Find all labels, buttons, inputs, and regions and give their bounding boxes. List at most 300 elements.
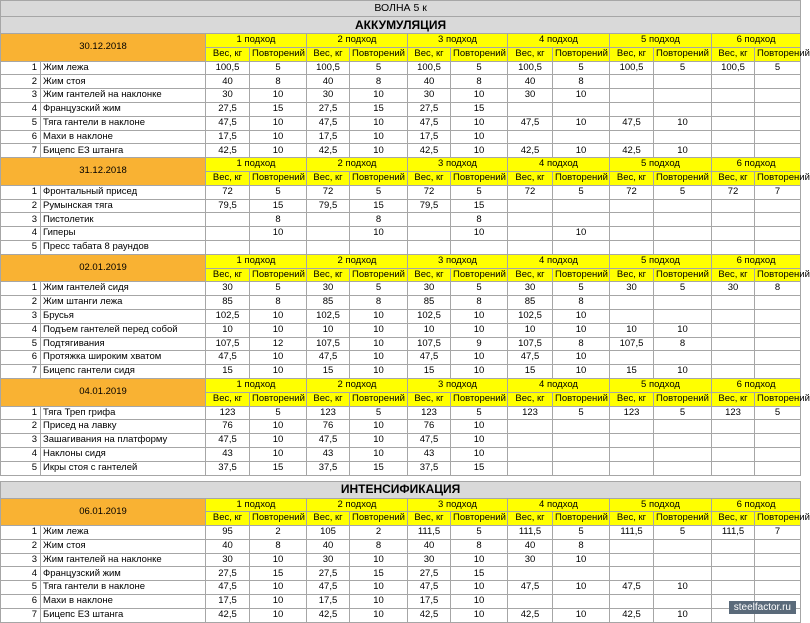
weight-cell — [610, 296, 654, 310]
sheet-title: ВОЛНА 5 к — [1, 1, 801, 17]
reps-cell — [654, 553, 712, 567]
reps-cell — [755, 199, 801, 213]
reps-cell: 15 — [451, 461, 508, 475]
reps-cell: 2 — [250, 526, 307, 540]
reps-cell: 15 — [250, 199, 307, 213]
reps-header: Повторений — [350, 268, 408, 282]
weight-header: Вес, кг — [610, 171, 654, 185]
reps-cell: 5 — [755, 61, 801, 75]
weight-cell — [712, 351, 755, 365]
weight-cell: 27,5 — [307, 567, 350, 581]
reps-cell: 10 — [250, 581, 307, 595]
session-date: 06.01.2019 — [1, 498, 206, 526]
weight-cell: 107,5 — [610, 337, 654, 351]
reps-cell: 10 — [350, 130, 408, 144]
exercise-row — [1, 199, 801, 213]
reps-cell: 10 — [451, 595, 508, 609]
reps-cell — [654, 595, 712, 609]
weight-cell: 105 — [307, 526, 350, 540]
section-row — [1, 481, 801, 498]
reps-cell: 10 — [350, 608, 408, 622]
set-header: 6 подход — [712, 158, 801, 172]
reps-cell: 10 — [654, 116, 712, 130]
reps-cell: 8 — [451, 75, 508, 89]
reps-cell: 10 — [350, 447, 408, 461]
reps-cell: 10 — [250, 365, 307, 379]
weight-cell: 47,5 — [206, 351, 250, 365]
exercise-name: Пистолетик — [41, 213, 206, 227]
weight-cell: 43 — [307, 447, 350, 461]
exercise-number: 6 — [1, 351, 41, 365]
reps-cell: 12 — [250, 337, 307, 351]
reps-cell — [755, 227, 801, 241]
exercise-number: 4 — [1, 323, 41, 337]
reps-cell: 10 — [451, 608, 508, 622]
reps-header: Повторений — [451, 47, 508, 61]
reps-cell: 10 — [451, 323, 508, 337]
exercise-row — [1, 116, 801, 130]
reps-cell: 10 — [250, 595, 307, 609]
exercise-name: Подъем гантелей перед собой — [41, 323, 206, 337]
set-header: 3 подход — [408, 158, 508, 172]
reps-header: Повторений — [250, 392, 307, 406]
reps-cell: 10 — [654, 608, 712, 622]
reps-header: Повторений — [654, 47, 712, 61]
weight-cell — [508, 420, 553, 434]
reps-cell — [755, 213, 801, 227]
weight-cell: 30 — [508, 89, 553, 103]
exercise-name: Брусья — [41, 309, 206, 323]
reps-cell: 10 — [451, 447, 508, 461]
exercise-row — [1, 608, 801, 622]
weight-header: Вес, кг — [508, 268, 553, 282]
weight-cell — [610, 567, 654, 581]
exercise-name: Румынская тяга — [41, 199, 206, 213]
weight-header: Вес, кг — [408, 512, 451, 526]
reps-cell: 8 — [350, 75, 408, 89]
set-header: 4 подход — [508, 254, 610, 268]
weight-cell: 47,5 — [206, 581, 250, 595]
exercise-name: Протяжка широким хватом — [41, 351, 206, 365]
reps-cell: 5 — [553, 61, 610, 75]
exercise-row — [1, 240, 801, 254]
reps-cell: 8 — [553, 539, 610, 553]
weight-header: Вес, кг — [610, 392, 654, 406]
session-date: 02.01.2019 — [1, 254, 206, 282]
reps-cell — [755, 296, 801, 310]
reps-cell: 8 — [250, 539, 307, 553]
set-header: 5 подход — [610, 378, 712, 392]
weight-cell: 30 — [610, 282, 654, 296]
reps-cell: 5 — [451, 185, 508, 199]
reps-cell — [755, 89, 801, 103]
reps-cell: 10 — [350, 351, 408, 365]
reps-cell: 5 — [553, 406, 610, 420]
weight-cell: 79,5 — [307, 199, 350, 213]
exercise-name: Жим гантелей на наклонке — [41, 553, 206, 567]
reps-cell: 5 — [654, 185, 712, 199]
exercise-row — [1, 595, 801, 609]
reps-header: Повторений — [250, 268, 307, 282]
weight-cell: 123 — [508, 406, 553, 420]
reps-cell: 5 — [451, 282, 508, 296]
set-header: 3 подход — [408, 254, 508, 268]
weight-cell — [307, 227, 350, 241]
reps-cell: 10 — [451, 89, 508, 103]
reps-cell — [553, 102, 610, 116]
reps-cell: 10 — [350, 116, 408, 130]
reps-header: Повторений — [654, 512, 712, 526]
reps-cell: 10 — [250, 434, 307, 448]
weight-cell: 111,5 — [610, 526, 654, 540]
session-date: 31.12.2018 — [1, 158, 206, 186]
reps-cell: 10 — [654, 365, 712, 379]
reps-cell: 15 — [250, 102, 307, 116]
weight-cell: 100,5 — [712, 61, 755, 75]
set-header: 5 подход — [610, 158, 712, 172]
weight-header: Вес, кг — [206, 47, 250, 61]
weight-cell: 27,5 — [408, 567, 451, 581]
reps-cell: 10 — [451, 309, 508, 323]
exercise-name: Тяга гантели в наклоне — [41, 116, 206, 130]
reps-cell — [654, 89, 712, 103]
reps-cell: 10 — [350, 89, 408, 103]
reps-cell — [654, 539, 712, 553]
set-header: 6 подход — [712, 378, 801, 392]
reps-cell — [755, 447, 801, 461]
weight-cell — [712, 553, 755, 567]
exercise-row — [1, 309, 801, 323]
reps-cell: 10 — [451, 365, 508, 379]
reps-cell: 8 — [250, 75, 307, 89]
reps-cell — [755, 309, 801, 323]
reps-cell: 10 — [451, 581, 508, 595]
exercise-number: 2 — [1, 296, 41, 310]
exercise-number: 3 — [1, 309, 41, 323]
weight-cell: 30 — [508, 553, 553, 567]
set-header: 6 подход — [712, 254, 801, 268]
weight-cell: 47,5 — [307, 116, 350, 130]
exercise-name: Фронтальный присед — [41, 185, 206, 199]
exercise-row — [1, 337, 801, 351]
reps-cell — [553, 447, 610, 461]
exercise-number: 7 — [1, 365, 41, 379]
reps-cell: 10 — [250, 420, 307, 434]
reps-cell — [553, 567, 610, 581]
reps-cell: 5 — [350, 61, 408, 75]
reps-cell — [553, 240, 610, 254]
reps-cell — [755, 116, 801, 130]
weight-cell: 95 — [206, 526, 250, 540]
reps-cell: 8 — [250, 213, 307, 227]
weight-header: Вес, кг — [307, 47, 350, 61]
weight-cell: 72 — [610, 185, 654, 199]
reps-cell — [553, 420, 610, 434]
reps-cell — [755, 461, 801, 475]
weight-cell — [610, 130, 654, 144]
reps-cell: 15 — [350, 567, 408, 581]
reps-cell — [755, 75, 801, 89]
weight-cell: 42,5 — [508, 144, 553, 158]
reps-cell: 10 — [250, 227, 307, 241]
reps-cell — [654, 434, 712, 448]
reps-cell: 10 — [250, 351, 307, 365]
exercise-name: Жим штанги лежа — [41, 296, 206, 310]
reps-cell — [654, 213, 712, 227]
weight-cell: 79,5 — [408, 199, 451, 213]
reps-cell: 10 — [350, 144, 408, 158]
set-header: 4 подход — [508, 158, 610, 172]
weight-header: Вес, кг — [712, 171, 755, 185]
exercise-number: 4 — [1, 567, 41, 581]
weight-cell: 102,5 — [307, 309, 350, 323]
weight-cell — [712, 296, 755, 310]
weight-cell: 10 — [408, 323, 451, 337]
exercise-row — [1, 282, 801, 296]
set-header-row — [1, 34, 801, 48]
exercise-name: Присед на лавку — [41, 420, 206, 434]
reps-cell — [755, 130, 801, 144]
weight-header: Вес, кг — [408, 392, 451, 406]
reps-cell: 5 — [654, 282, 712, 296]
weight-header: Вес, кг — [508, 392, 553, 406]
weight-cell: 47,5 — [508, 351, 553, 365]
set-header: 3 подход — [408, 378, 508, 392]
reps-cell — [755, 337, 801, 351]
set-header: 3 подход — [408, 498, 508, 512]
reps-cell: 8 — [250, 296, 307, 310]
reps-cell: 5 — [654, 406, 712, 420]
reps-cell: 10 — [350, 365, 408, 379]
reps-cell: 10 — [553, 365, 610, 379]
set-header: 6 подход — [712, 498, 801, 512]
reps-cell: 15 — [451, 567, 508, 581]
weight-header: Вес, кг — [206, 512, 250, 526]
reps-cell — [755, 434, 801, 448]
weight-cell — [206, 240, 250, 254]
exercise-number: 7 — [1, 144, 41, 158]
exercise-row — [1, 434, 801, 448]
exercise-row — [1, 406, 801, 420]
reps-cell: 5 — [553, 282, 610, 296]
exercise-number: 1 — [1, 61, 41, 75]
weight-cell — [408, 213, 451, 227]
reps-cell: 8 — [755, 282, 801, 296]
exercise-number: 3 — [1, 434, 41, 448]
weight-cell: 30 — [508, 282, 553, 296]
weight-cell — [712, 461, 755, 475]
weight-cell: 107,5 — [408, 337, 451, 351]
reps-cell: 10 — [553, 323, 610, 337]
weight-cell — [712, 75, 755, 89]
weight-cell — [610, 102, 654, 116]
exercise-row — [1, 567, 801, 581]
weight-cell — [307, 213, 350, 227]
reps-cell — [755, 102, 801, 116]
reps-cell: 5 — [553, 526, 610, 540]
reps-header: Повторений — [350, 47, 408, 61]
weight-cell: 76 — [408, 420, 451, 434]
weight-header: Вес, кг — [508, 171, 553, 185]
reps-cell — [755, 581, 801, 595]
reps-cell: 5 — [250, 406, 307, 420]
exercise-number: 5 — [1, 240, 41, 254]
set-header: 1 подход — [206, 254, 307, 268]
reps-cell — [654, 420, 712, 434]
weight-cell: 76 — [206, 420, 250, 434]
reps-cell: 10 — [250, 309, 307, 323]
reps-header: Повторений — [553, 47, 610, 61]
weight-cell — [508, 227, 553, 241]
reps-cell: 10 — [451, 144, 508, 158]
reps-cell: 10 — [553, 581, 610, 595]
reps-cell: 15 — [451, 199, 508, 213]
weight-cell: 40 — [408, 539, 451, 553]
exercise-number: 4 — [1, 102, 41, 116]
exercise-number: 1 — [1, 282, 41, 296]
weight-cell: 40 — [508, 539, 553, 553]
reps-cell: 10 — [451, 227, 508, 241]
reps-cell: 5 — [654, 526, 712, 540]
weight-cell: 17,5 — [206, 130, 250, 144]
exercise-name: Пресс табата 8 раундов — [41, 240, 206, 254]
reps-header: Повторений — [250, 512, 307, 526]
weight-header: Вес, кг — [712, 392, 755, 406]
reps-cell — [553, 130, 610, 144]
reps-header: Повторений — [755, 47, 801, 61]
weight-header: Вес, кг — [508, 47, 553, 61]
weight-cell: 72 — [206, 185, 250, 199]
weight-cell: 42,5 — [408, 144, 451, 158]
exercise-row — [1, 227, 801, 241]
weight-header: Вес, кг — [610, 268, 654, 282]
weight-cell: 123 — [610, 406, 654, 420]
reps-cell — [654, 199, 712, 213]
reps-cell: 10 — [250, 447, 307, 461]
weight-cell: 40 — [508, 75, 553, 89]
reps-header: Повторений — [654, 392, 712, 406]
exercise-name: Французский жим — [41, 102, 206, 116]
weight-header: Вес, кг — [307, 268, 350, 282]
exercise-number: 2 — [1, 199, 41, 213]
weight-cell: 15 — [408, 365, 451, 379]
reps-cell: 10 — [250, 130, 307, 144]
weight-cell: 100,5 — [508, 61, 553, 75]
reps-cell — [654, 102, 712, 116]
exercise-row — [1, 130, 801, 144]
weight-cell — [307, 240, 350, 254]
exercise-number: 3 — [1, 89, 41, 103]
weight-cell: 17,5 — [307, 130, 350, 144]
weight-cell — [610, 461, 654, 475]
weight-cell — [712, 323, 755, 337]
weight-header: Вес, кг — [712, 512, 755, 526]
reps-cell — [350, 240, 408, 254]
exercise-row — [1, 581, 801, 595]
reps-header: Повторений — [553, 512, 610, 526]
exercise-row — [1, 553, 801, 567]
reps-cell — [755, 144, 801, 158]
weight-cell: 30 — [206, 553, 250, 567]
set-header: 1 подход — [206, 158, 307, 172]
reps-cell: 10 — [350, 227, 408, 241]
weight-cell: 15 — [307, 365, 350, 379]
exercise-name: Жим гантелей на наклонке — [41, 89, 206, 103]
weight-header: Вес, кг — [307, 392, 350, 406]
set-header: 2 подход — [307, 254, 408, 268]
reps-cell: 10 — [350, 309, 408, 323]
weight-cell: 123 — [712, 406, 755, 420]
weight-cell — [408, 227, 451, 241]
weight-cell — [712, 539, 755, 553]
reps-cell: 10 — [553, 89, 610, 103]
reps-cell — [755, 240, 801, 254]
reps-cell: 5 — [654, 61, 712, 75]
reps-cell: 10 — [350, 581, 408, 595]
weight-header: Вес, кг — [408, 47, 451, 61]
reps-cell — [250, 240, 307, 254]
set-header: 5 подход — [610, 498, 712, 512]
exercise-row — [1, 185, 801, 199]
weight-cell: 40 — [307, 539, 350, 553]
set-header-row — [1, 378, 801, 392]
exercise-number: 7 — [1, 608, 41, 622]
set-header-row — [1, 254, 801, 268]
weight-cell: 111,5 — [508, 526, 553, 540]
title-row — [1, 1, 801, 17]
weight-cell — [610, 309, 654, 323]
weight-cell — [712, 240, 755, 254]
reps-cell: 10 — [350, 420, 408, 434]
reps-cell: 15 — [350, 102, 408, 116]
reps-cell — [654, 567, 712, 581]
weight-cell: 40 — [307, 75, 350, 89]
weight-cell — [610, 434, 654, 448]
reps-cell: 10 — [553, 227, 610, 241]
reps-cell: 8 — [451, 296, 508, 310]
reps-cell: 10 — [250, 116, 307, 130]
weight-cell: 102,5 — [408, 309, 451, 323]
weight-cell — [712, 199, 755, 213]
weight-cell: 15 — [610, 365, 654, 379]
weight-cell: 85 — [508, 296, 553, 310]
reps-cell: 5 — [451, 406, 508, 420]
reps-header: Повторений — [451, 392, 508, 406]
reps-cell: 8 — [350, 539, 408, 553]
weight-cell: 107,5 — [206, 337, 250, 351]
exercise-number: 3 — [1, 213, 41, 227]
reps-cell: 10 — [553, 553, 610, 567]
weight-cell — [712, 447, 755, 461]
weight-cell: 47,5 — [408, 434, 451, 448]
reps-header: Повторений — [451, 512, 508, 526]
weight-cell — [206, 213, 250, 227]
reps-cell: 10 — [451, 130, 508, 144]
reps-cell: 5 — [350, 282, 408, 296]
reps-header: Повторений — [250, 171, 307, 185]
reps-cell — [553, 434, 610, 448]
weight-cell — [610, 199, 654, 213]
weight-cell — [610, 539, 654, 553]
set-header: 2 подход — [307, 498, 408, 512]
reps-cell: 5 — [451, 61, 508, 75]
reps-cell: 15 — [350, 461, 408, 475]
exercise-number: 5 — [1, 116, 41, 130]
exercise-name: Французский жим — [41, 567, 206, 581]
exercise-number: 4 — [1, 227, 41, 241]
exercise-name: Гиперы — [41, 227, 206, 241]
weight-cell: 42,5 — [206, 144, 250, 158]
